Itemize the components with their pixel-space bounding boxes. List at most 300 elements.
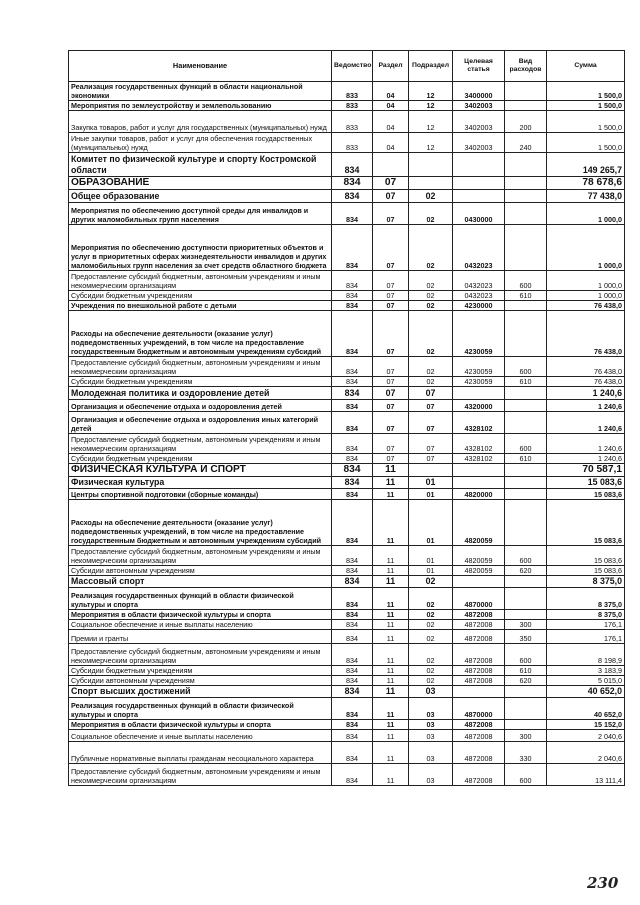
- cell-target: 4870000: [453, 588, 505, 610]
- cell-sum: 1 240,6: [547, 454, 625, 464]
- cell-sum: 15 083,6: [547, 477, 625, 489]
- cell-subsection: 03: [409, 698, 453, 720]
- cell-target: 4320000: [453, 400, 505, 412]
- cell-dept: 834: [332, 610, 373, 620]
- table-row: [69, 133, 625, 153]
- cell-name: Иные закупки товаров, работ и услуг для обеспечения государственных (муниципальных) нужд: [69, 133, 332, 153]
- table-body: [69, 82, 625, 786]
- cell-sum: 15 083,6: [547, 546, 625, 566]
- cell-target: [453, 576, 505, 588]
- cell-subsection: 01: [409, 477, 453, 489]
- cell-section: 07: [373, 412, 409, 434]
- cell-sum: 1 500,0: [547, 101, 625, 111]
- cell-target: 4230059: [453, 357, 505, 377]
- cell-kind: 350: [505, 630, 547, 644]
- cell-name: Мероприятия по обеспечению доступной среды для инвалидов и других маломобильных групп населения: [69, 203, 332, 225]
- cell-kind: 600: [505, 546, 547, 566]
- cell-name: Субсидии бюджетным учреждениям: [69, 291, 332, 301]
- table-row: [69, 203, 625, 225]
- cell-name: Предоставление субсидий бюджетным, автономным учреждениям и иным некоммерческим организациям: [69, 434, 332, 454]
- cell-kind: [505, 576, 547, 588]
- cell-dept: 834: [332, 742, 373, 764]
- table-row: [69, 311, 625, 357]
- cell-target: 3400000: [453, 82, 505, 101]
- cell-target: 4230059: [453, 377, 505, 387]
- cell-kind: [505, 698, 547, 720]
- cell-name: Центры спортивной подготовки (сборные команды): [69, 489, 332, 500]
- cell-kind: [505, 412, 547, 434]
- cell-sum: 40 652,0: [547, 698, 625, 720]
- cell-subsection: 07: [409, 412, 453, 434]
- cell-section: 07: [373, 271, 409, 291]
- cell-subsection: 03: [409, 720, 453, 730]
- cell-kind: [505, 588, 547, 610]
- cell-dept: 834: [332, 686, 373, 698]
- cell-subsection: 02: [409, 377, 453, 387]
- cell-section: 07: [373, 203, 409, 225]
- cell-dept: 834: [332, 576, 373, 588]
- cell-kind: 300: [505, 620, 547, 630]
- cell-kind: 240: [505, 133, 547, 153]
- cell-subsection: 12: [409, 101, 453, 111]
- cell-name: Мероприятия в области физической культуры и спорта: [69, 610, 332, 620]
- cell-target: 0432023: [453, 291, 505, 301]
- cell-target: 4230000: [453, 301, 505, 311]
- cell-name: Расходы на обеспечение деятельности (оказание услуг) подведомственных учреждений, в том числе на предоставление государственным бюджетным и автономным учреждениям субсидий: [69, 311, 332, 357]
- table-row: [69, 101, 625, 111]
- cell-target: 4872008: [453, 620, 505, 630]
- cell-section: 11: [373, 588, 409, 610]
- cell-section: 11: [373, 566, 409, 576]
- cell-section: 11: [373, 610, 409, 620]
- cell-target: 4820059: [453, 546, 505, 566]
- cell-target: 4872008: [453, 742, 505, 764]
- cell-subsection: 03: [409, 686, 453, 698]
- table-row: [69, 82, 625, 101]
- table-row: [69, 153, 625, 177]
- cell-name: ОБРАЗОВАНИЕ: [69, 177, 332, 190]
- cell-dept: 834: [332, 764, 373, 786]
- table-row: [69, 764, 625, 786]
- cell-dept: 834: [332, 720, 373, 730]
- header-subsection: Подраздел: [409, 51, 453, 82]
- cell-name: Спорт высших достижений: [69, 686, 332, 698]
- cell-subsection: 02: [409, 610, 453, 620]
- cell-name: Предоставление субсидий бюджетным, автономным учреждениям и иным некоммерческим организациям: [69, 357, 332, 377]
- cell-name: Молодежная политика и оздоровление детей: [69, 387, 332, 400]
- table-row: [69, 676, 625, 686]
- cell-kind: 300: [505, 730, 547, 742]
- cell-kind: 600: [505, 357, 547, 377]
- cell-kind: [505, 686, 547, 698]
- cell-sum: 13 111,4: [547, 764, 625, 786]
- cell-sum: 15 083,6: [547, 489, 625, 500]
- cell-kind: [505, 610, 547, 620]
- table-row: [69, 500, 625, 546]
- cell-name: Реализация государственных функций в области физической культуры и спорта: [69, 588, 332, 610]
- cell-target: 4328102: [453, 412, 505, 434]
- table-header-row: [69, 51, 625, 82]
- cell-dept: 834: [332, 190, 373, 203]
- cell-name: Общее образование: [69, 190, 332, 203]
- cell-name: Комитет по физической культуре и спорту Костромской области: [69, 153, 332, 177]
- cell-sum: 176,1: [547, 630, 625, 644]
- cell-sum: 8 375,0: [547, 588, 625, 610]
- cell-dept: 834: [332, 546, 373, 566]
- cell-section: 07: [373, 400, 409, 412]
- cell-sum: 1 000,0: [547, 291, 625, 301]
- cell-kind: 620: [505, 566, 547, 576]
- cell-kind: [505, 477, 547, 489]
- table-row: [69, 546, 625, 566]
- table-row: [69, 377, 625, 387]
- cell-section: [373, 153, 409, 177]
- cell-section: 07: [373, 454, 409, 464]
- cell-section: 04: [373, 82, 409, 101]
- table-row: [69, 291, 625, 301]
- cell-name: Мероприятия в области физической культуры и спорта: [69, 720, 332, 730]
- cell-section: 07: [373, 311, 409, 357]
- cell-section: 11: [373, 730, 409, 742]
- cell-target: 4872008: [453, 764, 505, 786]
- table-row: [69, 357, 625, 377]
- cell-kind: [505, 82, 547, 101]
- cell-sum: 1 500,0: [547, 133, 625, 153]
- cell-target: [453, 477, 505, 489]
- cell-subsection: 02: [409, 291, 453, 301]
- table-row: [69, 464, 625, 477]
- cell-sum: 15 152,0: [547, 720, 625, 730]
- cell-dept: 834: [332, 377, 373, 387]
- cell-dept: 834: [332, 454, 373, 464]
- cell-target: 4328102: [453, 434, 505, 454]
- cell-target: 4230059: [453, 311, 505, 357]
- cell-subsection: 01: [409, 500, 453, 546]
- cell-dept: 834: [332, 203, 373, 225]
- cell-dept: 834: [332, 620, 373, 630]
- cell-dept: 834: [332, 698, 373, 720]
- cell-dept: 834: [332, 676, 373, 686]
- header-target: Целевая статья: [453, 51, 505, 82]
- cell-subsection: 07: [409, 387, 453, 400]
- cell-subsection: 02: [409, 190, 453, 203]
- table-row: [69, 610, 625, 620]
- cell-subsection: 12: [409, 133, 453, 153]
- cell-subsection: 02: [409, 271, 453, 291]
- cell-target: 0430000: [453, 203, 505, 225]
- cell-target: 4872008: [453, 610, 505, 620]
- cell-name: Учреждения по внешкольной работе с детьми: [69, 301, 332, 311]
- table-row: [69, 742, 625, 764]
- cell-sum: 1 500,0: [547, 111, 625, 133]
- cell-name: Субсидии бюджетным учреждениям: [69, 666, 332, 676]
- cell-target: 0432023: [453, 225, 505, 271]
- header-kind: Вид расходов: [505, 51, 547, 82]
- header-section: Раздел: [373, 51, 409, 82]
- header-name: Наименование: [69, 51, 332, 82]
- cell-sum: 76 438,0: [547, 377, 625, 387]
- cell-section: 07: [373, 190, 409, 203]
- cell-dept: 834: [332, 500, 373, 546]
- cell-section: 04: [373, 133, 409, 153]
- cell-section: 11: [373, 644, 409, 666]
- cell-section: 11: [373, 500, 409, 546]
- cell-section: 11: [373, 464, 409, 477]
- table-row: [69, 730, 625, 742]
- table-row: [69, 666, 625, 676]
- cell-name: Расходы на обеспечение деятельности (оказание услуг) подведомственных учреждений, в том числе на предоставление государственным бюджетным и автономным учреждениям субсидий: [69, 500, 332, 546]
- cell-name: Массовый спорт: [69, 576, 332, 588]
- cell-section: 11: [373, 576, 409, 588]
- cell-name: Физическая культура: [69, 477, 332, 489]
- cell-target: 3402003: [453, 111, 505, 133]
- cell-section: 04: [373, 101, 409, 111]
- cell-sum: 1 240,6: [547, 412, 625, 434]
- cell-target: 4872008: [453, 720, 505, 730]
- table-row: [69, 111, 625, 133]
- cell-dept: 834: [332, 153, 373, 177]
- cell-dept: 834: [332, 566, 373, 576]
- cell-kind: 620: [505, 676, 547, 686]
- cell-target: 4820059: [453, 566, 505, 576]
- cell-subsection: 02: [409, 357, 453, 377]
- cell-kind: 610: [505, 666, 547, 676]
- cell-subsection: 02: [409, 644, 453, 666]
- cell-target: 3402003: [453, 133, 505, 153]
- table-row: [69, 454, 625, 464]
- cell-kind: [505, 400, 547, 412]
- cell-sum: 3 183,9: [547, 666, 625, 676]
- cell-kind: [505, 311, 547, 357]
- cell-name: Предоставление субсидий бюджетным, автономным учреждениям и иным некоммерческим организациям: [69, 271, 332, 291]
- cell-subsection: 01: [409, 566, 453, 576]
- cell-name: Социальное обеспечение и иные выплаты населению: [69, 620, 332, 630]
- cell-target: 4872008: [453, 666, 505, 676]
- cell-section: 07: [373, 177, 409, 190]
- cell-section: 07: [373, 301, 409, 311]
- cell-sum: 70 587,1: [547, 464, 625, 477]
- cell-target: 4328102: [453, 454, 505, 464]
- table-row: [69, 489, 625, 500]
- cell-kind: [505, 153, 547, 177]
- table-row: [69, 720, 625, 730]
- cell-subsection: 07: [409, 400, 453, 412]
- cell-subsection: 02: [409, 301, 453, 311]
- table-row: [69, 566, 625, 576]
- cell-kind: 600: [505, 764, 547, 786]
- table-row: [69, 225, 625, 271]
- cell-sum: 76 438,0: [547, 311, 625, 357]
- cell-sum: 8 375,0: [547, 610, 625, 620]
- cell-sum: 2 040,6: [547, 742, 625, 764]
- cell-kind: [505, 177, 547, 190]
- cell-kind: [505, 101, 547, 111]
- cell-name: Субсидии бюджетным учреждениям: [69, 454, 332, 464]
- table-row: [69, 271, 625, 291]
- table-row: [69, 301, 625, 311]
- cell-section: 11: [373, 676, 409, 686]
- cell-section: 11: [373, 686, 409, 698]
- cell-kind: [505, 387, 547, 400]
- cell-name: Реализация государственных функций в области физической культуры и спорта: [69, 698, 332, 720]
- cell-sum: 1 000,0: [547, 271, 625, 291]
- cell-name: Мероприятия по обеспечению доступности приоритетных объектов и услуг в приоритетных сферах жизнедеятельности инвалидов и других маломобильных групп населения за счет средств областного бюджета: [69, 225, 332, 271]
- cell-name: Премии и гранты: [69, 630, 332, 644]
- cell-sum: 1 240,6: [547, 387, 625, 400]
- cell-target: 4872008: [453, 630, 505, 644]
- cell-subsection: 03: [409, 742, 453, 764]
- cell-sum: 15 083,6: [547, 500, 625, 546]
- cell-name: Предоставление субсидий бюджетным, автономным учреждениям и иным некоммерческим организациям: [69, 644, 332, 666]
- cell-subsection: [409, 153, 453, 177]
- cell-kind: [505, 500, 547, 546]
- cell-dept: 834: [332, 464, 373, 477]
- table-row: [69, 630, 625, 644]
- cell-sum: 78 678,6: [547, 177, 625, 190]
- table-row: [69, 177, 625, 190]
- cell-subsection: [409, 177, 453, 190]
- table-row: [69, 434, 625, 454]
- cell-sum: 2 040,6: [547, 730, 625, 742]
- cell-dept: 834: [332, 630, 373, 644]
- cell-kind: [505, 489, 547, 500]
- cell-sum: 15 083,6: [547, 566, 625, 576]
- cell-subsection: 01: [409, 546, 453, 566]
- cell-subsection: 02: [409, 225, 453, 271]
- table-row: [69, 620, 625, 630]
- cell-sum: 1 500,0: [547, 82, 625, 101]
- cell-kind: [505, 203, 547, 225]
- cell-subsection: 01: [409, 489, 453, 500]
- table-row: [69, 190, 625, 203]
- cell-dept: 834: [332, 271, 373, 291]
- cell-target: 4820059: [453, 500, 505, 546]
- cell-name: Закупка товаров, работ и услуг для государственных (муниципальных) нужд: [69, 111, 332, 133]
- cell-section: 11: [373, 630, 409, 644]
- cell-sum: 8 375,0: [547, 576, 625, 588]
- cell-target: [453, 190, 505, 203]
- cell-dept: 834: [332, 434, 373, 454]
- cell-dept: 834: [332, 225, 373, 271]
- cell-subsection: 02: [409, 630, 453, 644]
- table-row: [69, 477, 625, 489]
- cell-section: 11: [373, 546, 409, 566]
- cell-name: Предоставление субсидий бюджетным, автономным учреждениям и иным некоммерческим организациям: [69, 546, 332, 566]
- table-row: [69, 387, 625, 400]
- cell-name: Предоставление субсидий бюджетным, автономным учреждениям и иным некоммерческим организациям: [69, 764, 332, 786]
- cell-sum: 149 265,7: [547, 153, 625, 177]
- cell-dept: 834: [332, 357, 373, 377]
- cell-sum: 76 438,0: [547, 357, 625, 377]
- cell-section: 07: [373, 291, 409, 301]
- cell-sum: 5 015,0: [547, 676, 625, 686]
- cell-sum: 77 438,0: [547, 190, 625, 203]
- cell-section: 07: [373, 357, 409, 377]
- cell-sum: 176,1: [547, 620, 625, 630]
- cell-dept: 834: [332, 177, 373, 190]
- cell-subsection: 02: [409, 576, 453, 588]
- cell-subsection: 12: [409, 111, 453, 133]
- cell-subsection: 12: [409, 82, 453, 101]
- cell-name: Организация и обеспечение отдыха и оздоровления иных категорий детей: [69, 412, 332, 434]
- cell-subsection: 02: [409, 666, 453, 676]
- cell-sum: 1 240,6: [547, 400, 625, 412]
- cell-target: 4820000: [453, 489, 505, 500]
- table-row: [69, 576, 625, 588]
- page-number: 230: [587, 874, 619, 892]
- table-row: [69, 698, 625, 720]
- table-row: [69, 412, 625, 434]
- table-row: [69, 686, 625, 698]
- cell-kind: [505, 720, 547, 730]
- cell-subsection: 02: [409, 311, 453, 357]
- cell-target: [453, 177, 505, 190]
- table-row: [69, 400, 625, 412]
- cell-name: Организация и обеспечение отдыха и оздоровления детей: [69, 400, 332, 412]
- cell-dept: 834: [332, 387, 373, 400]
- cell-kind: 610: [505, 291, 547, 301]
- cell-subsection: 07: [409, 454, 453, 464]
- cell-kind: 610: [505, 454, 547, 464]
- cell-kind: 600: [505, 434, 547, 454]
- cell-name: Реализация государственных функций в области национальной экономики: [69, 82, 332, 101]
- cell-dept: 834: [332, 311, 373, 357]
- cell-section: 07: [373, 377, 409, 387]
- cell-target: [453, 387, 505, 400]
- cell-dept: 834: [332, 644, 373, 666]
- cell-section: 11: [373, 477, 409, 489]
- header-sum: Сумма: [547, 51, 625, 82]
- cell-section: 07: [373, 387, 409, 400]
- cell-target: [453, 153, 505, 177]
- cell-name: ФИЗИЧЕСКАЯ КУЛЬТУРА И СПОРТ: [69, 464, 332, 477]
- cell-name: Субсидии автономным учреждениям: [69, 676, 332, 686]
- cell-dept: 834: [332, 400, 373, 412]
- cell-section: 04: [373, 111, 409, 133]
- table-row: [69, 588, 625, 610]
- cell-section: 07: [373, 434, 409, 454]
- header-dept: Ведомство: [332, 51, 373, 82]
- cell-dept: 834: [332, 477, 373, 489]
- cell-section: 11: [373, 489, 409, 500]
- cell-section: 11: [373, 720, 409, 730]
- cell-subsection: 03: [409, 764, 453, 786]
- cell-sum: 1 000,0: [547, 203, 625, 225]
- cell-target: 4872008: [453, 676, 505, 686]
- cell-sum: 1 240,6: [547, 434, 625, 454]
- cell-target: 0432023: [453, 271, 505, 291]
- cell-subsection: 02: [409, 203, 453, 225]
- cell-name: Мероприятия по землеустройству и землепользованию: [69, 101, 332, 111]
- cell-kind: 600: [505, 271, 547, 291]
- cell-dept: 834: [332, 412, 373, 434]
- cell-target: 3402003: [453, 101, 505, 111]
- cell-target: [453, 464, 505, 477]
- cell-sum: 76 438,0: [547, 301, 625, 311]
- cell-sum: 8 198,9: [547, 644, 625, 666]
- cell-kind: [505, 464, 547, 477]
- cell-target: 4872008: [453, 730, 505, 742]
- cell-kind: 610: [505, 377, 547, 387]
- cell-section: 11: [373, 620, 409, 630]
- cell-dept: 833: [332, 111, 373, 133]
- cell-name: Субсидии бюджетным учреждениям: [69, 377, 332, 387]
- cell-kind: 600: [505, 644, 547, 666]
- cell-name: Социальное обеспечение и иные выплаты населению: [69, 730, 332, 742]
- cell-subsection: 02: [409, 676, 453, 686]
- budget-table-sheet: [68, 50, 624, 786]
- cell-target: 4870000: [453, 698, 505, 720]
